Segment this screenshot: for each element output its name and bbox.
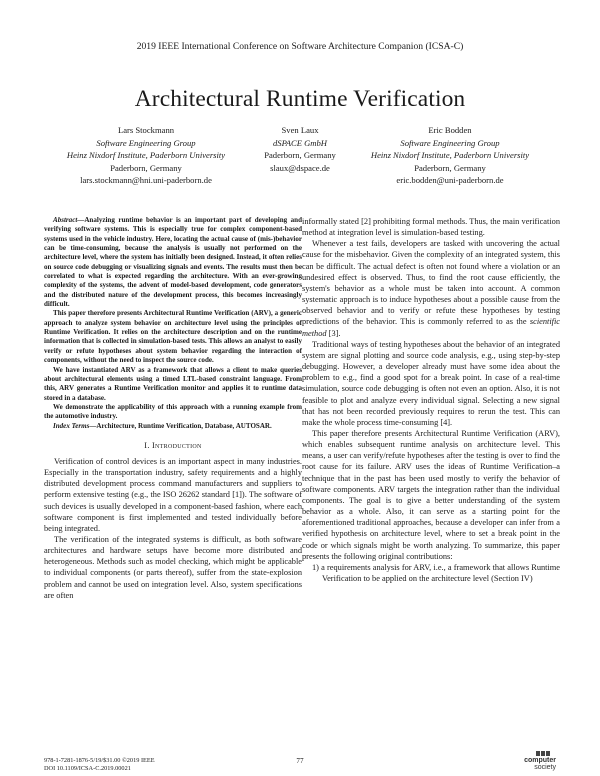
ieee-computer-society-logo-icon <box>498 751 556 773</box>
page-number: 77 <box>296 757 304 765</box>
body-paragraph: This paper therefore presents Architectural Runtime Verification (ARV), which enables subsequent runtime analysis on architecture level. This means, a user can verify/refute hypotheses after the testing is over to find the root cause for its failure. ARV uses the ideas of Runtime Verification–a technique that in the past has been used mostly to verify the behavior of software components. ARV targets the integration rather than the individual components. The goal is to give a better understanding of the system behavior as a whole. Also, it can serve as a starting point for the aforementioned traditional approaches, because a developer can infer from a verified hypothesis on architecture level, where to set a break point in the code or which signals might be worth analyzing. To summarize, this paper presents the following original contributions: <box>302 428 560 561</box>
author-location: Paderborn, Germany <box>264 150 336 161</box>
list-item: 1) a requirements analysis for ARV, i.e., a framework that allows Runtime Verification to be applied on the architecture level (Section IV) <box>312 562 560 583</box>
author-name: Lars Stockmann <box>117 125 175 135</box>
author-group: dSPACE GmbH <box>272 137 328 148</box>
author-block <box>46 124 246 187</box>
abstract <box>44 216 302 422</box>
index-terms-lead: Index Terms <box>53 421 90 430</box>
emphasis-term: scientific method <box>302 317 560 338</box>
author-affiliation: Heinz Nixdorf Institute, Paderborn University <box>370 150 530 161</box>
author-location: Paderborn, Germany <box>414 162 486 173</box>
paper-title: Architectural Runtime Verification <box>134 86 466 112</box>
author-group: Software Engineering Group <box>400 137 500 148</box>
footer-doi: DOI 10.1109/ICSA-C.2019.00021 <box>44 765 131 773</box>
author-email: slaux@dspace.de <box>270 162 330 173</box>
right-column <box>302 216 560 584</box>
author-name: Sven Laux <box>281 125 319 135</box>
author-block <box>350 124 550 187</box>
author-group: Software Engineering Group <box>96 137 196 148</box>
author-email: eric.bodden@uni-paderborn.de <box>396 175 504 186</box>
introduction-body <box>44 456 302 601</box>
conference-header: 2019 IEEE International Conference on Software Architecture Companion (ICSA-C) <box>136 41 464 52</box>
index-terms <box>44 422 302 431</box>
section-heading: I. Introduction <box>144 440 202 450</box>
author-block <box>250 124 350 174</box>
author-name: Eric Bodden <box>428 125 472 135</box>
abstract-paragraph: We demonstrate the applicability of this approach with a running example from the automotive industry. <box>44 402 302 421</box>
abstract-paragraph: We have instantiated ARV as a framework that allows a client to make queries about architectural elements using a timed LTL-based constraint language. From this, ARV generates a Runtime Verification monitor and applies it to runtime data stored in a database. <box>44 365 302 402</box>
logo-text-society: society <box>534 764 556 771</box>
body-paragraph: Verification of control devices is an important aspect in many industries. Especially in the transportation industry, safety requirements and a highly distributed development process command manufacturers and suppliers to perform extensive testing (e.g., the ISO 26262 standard [1]). The software of such devices is usually developed in a component-based fashion, where each software component is first implemented and tested individually before being integrated. <box>44 456 302 533</box>
abstract-paragraph: Abstract—Analyzing runtime behavior is an important part of developing and verifying software systems. This is especially true for complex component-based systems used in the vehicle industry. Here, locating the actual cause of (mis-)behavior can be time-consuming, because the analysis is usually not performed on the architecture level, where the system has initially been designed. Instead, it often relies on source code debugging or visualizing signals and events. The results must then be correlated to what is expected regarding the architecture. With an ever-growing complexity of the systems, the advent of model-based development, code generators and the distributed nature of the development process, this becomes increasingly difficult. <box>44 216 302 309</box>
body-paragraph: Whenever a test fails, developers are tasked with uncovering the actual cause for the misbehavior. Given the complexity of an integrated system, this can be difficult. The actual defect is often not found where a violation or an undesired effect is observed. Thus, to find the root cause efficiently, the system's behavior as a whole must be taken into account. A common systematic approach is to induce hypotheses about a possible cause from the observed behavior and to verify or refute these hypotheses by testing predictions of the behavior. This is commonly referred to as the scientific method [3]. <box>302 239 560 338</box>
author-affiliation: Heinz Nixdorf Institute, Paderborn University <box>66 150 226 161</box>
author-location: Paderborn, Germany <box>110 162 182 173</box>
footer-isbn: 978-1-7281-1876-5/19/$31.00 ©2019 IEEE <box>44 757 155 764</box>
body-paragraph: Traditional ways of testing hypotheses about the behavior of an integrated system are signal plotting and source code analysis, e.g., using step-by-step debugging. However, a developer already must have some idea about the problem to e.g., find a good spot for a break point. In case of a real-time simulation, source code debugging is often not even an option. Also, it is not feasible to plot and analyze every individual signal. Selecting a new signal that has not been recorded previously requires to rerun the test. This can make the whole process time-consuming [4]. <box>302 339 560 427</box>
index-terms-text: —Architecture, Runtime Verification, Database, AUTOSAR. <box>89 421 272 430</box>
body-paragraph: The verification of the integrated systems is difficult, as both software architectures and hardware setups have become more distributed and heterogeneous. Methods such as model checking, which might be applicable to individual components (or parts thereof), suffer from the state-explosion problem and cannot be used on integration level. Also, system specifications are often <box>44 535 302 600</box>
left-column <box>44 216 302 601</box>
abstract-lead: Abstract <box>53 216 78 224</box>
abstract-paragraph: This paper therefore presents Architectural Runtime Verification (ARV), a generic approach to analyze system behavior on architecture level using the principles of Runtime Verification. It relies on the architecture description and on the runtime information that is collected in simulation-based tests. This allows an analyst to easily verify or refute hypotheses about system behavior regarding the interaction of components, without the need to inspect the source code. <box>44 309 302 365</box>
author-email: lars.stockmann@hni.uni-paderborn.de <box>80 175 212 186</box>
contribution-list <box>302 562 560 584</box>
body-paragraph: informally stated [2] prohibiting formal methods. Thus, the main verification method at integration level is simulation-based testing. <box>302 217 560 238</box>
logo-text-computer: computer <box>524 757 556 764</box>
